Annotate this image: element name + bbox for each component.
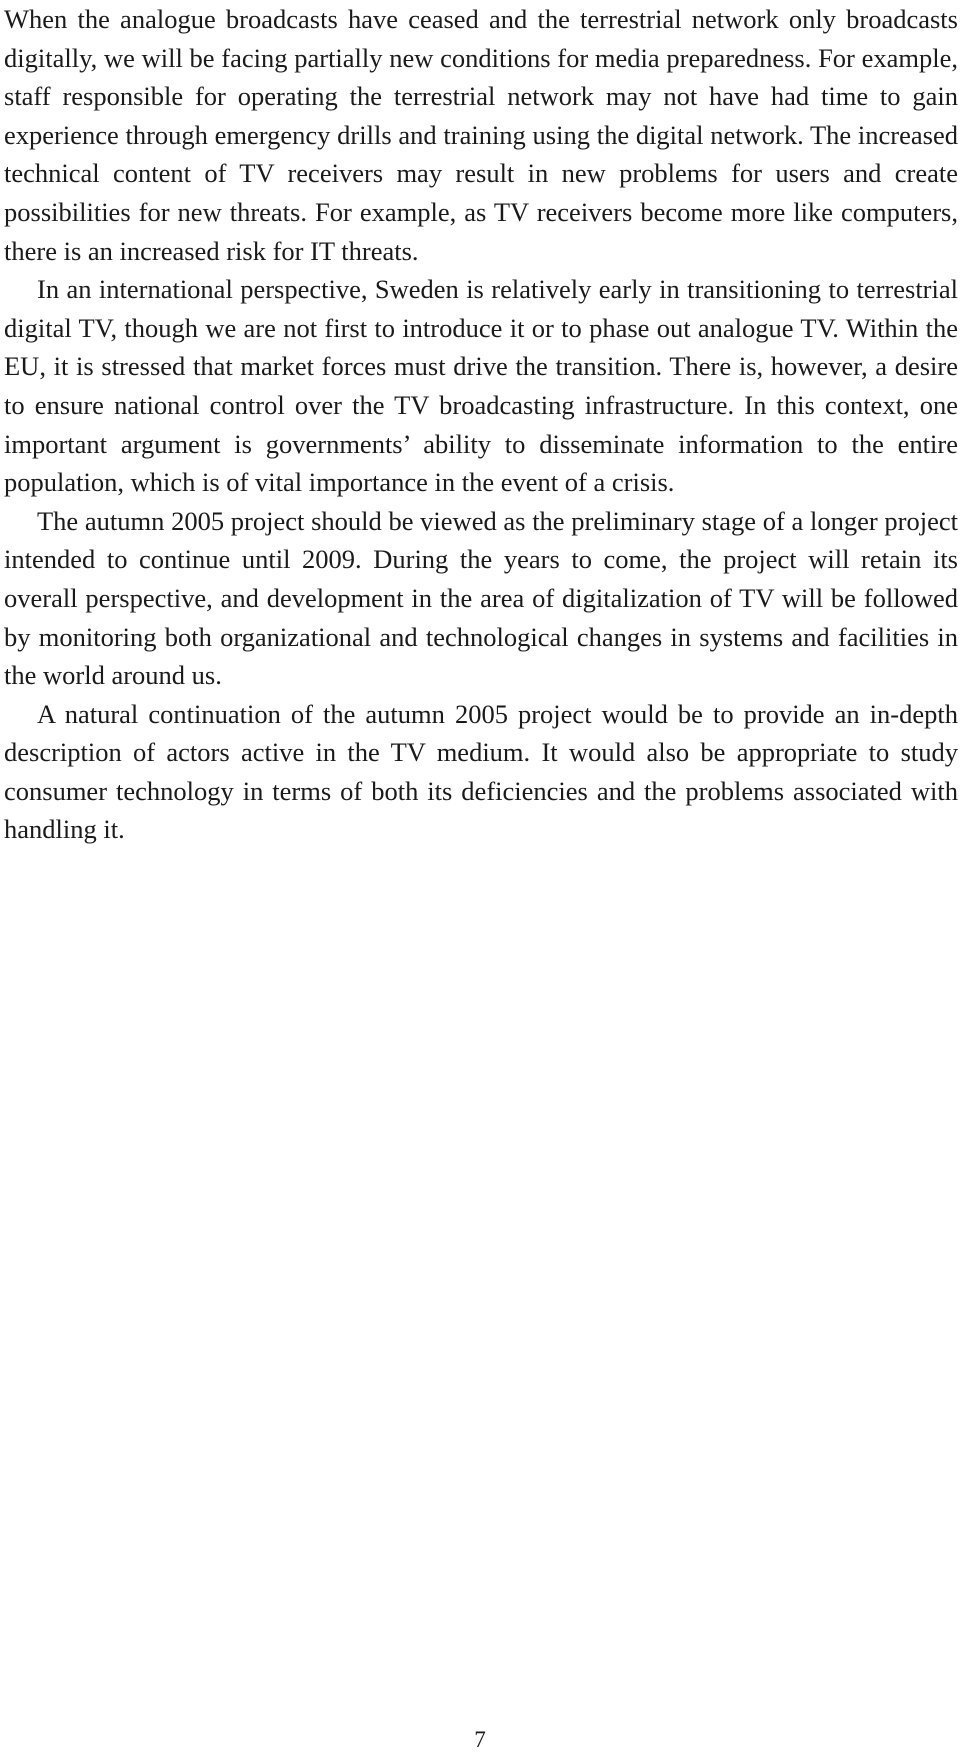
body-text <box>4 0 958 849</box>
paragraph-natural-continuation: A natural continuation of the autumn 2005 project would be to provide an in-depth description of actors active in the TV medium. It would also be appropriate to study consumer technology in terms of both its deficiencies and the problems associated with handling it. <box>4 698 958 845</box>
page-number: 7 <box>474 1727 486 1752</box>
paragraph-autumn-project: The autumn 2005 project should be viewed as the preliminary stage of a longer project intended to continue until 2009. During the years to come, the project will retain its overall perspective, and development in the area of digitalization of TV will be followed by monitoring both organizational and technological changes in systems and facilities in the world around us. <box>4 505 958 691</box>
paragraph-international-perspective: In an international perspective, Sweden is relatively early in transitioning to terrestrial digital TV, though we are not first to introduce it or to phase out analogue TV. Within the EU, it is stressed that market forces must drive the transition. There is, however, a desire to ensure national control over the TV broadcasting infrastructure. In this context, one important argument is governments’ ability to disseminate information to the entire population, which is of vital importance in the event of a crisis. <box>4 274 958 498</box>
paragraph-analogue-broadcasts: When the analogue broadcasts have ceased and the terrestrial network only broadcasts digitally, we will be facing partially new conditions for media preparedness. For example, staff responsible for operating the terrestrial network may not have had time to gain experience through emergency drills and training using the digital network. The increased technical content of TV receivers may result in new problems for users and create possibilities for new threats. For example, as TV receivers become more like computers, there is an increased risk for IT threats. <box>4 4 958 266</box>
